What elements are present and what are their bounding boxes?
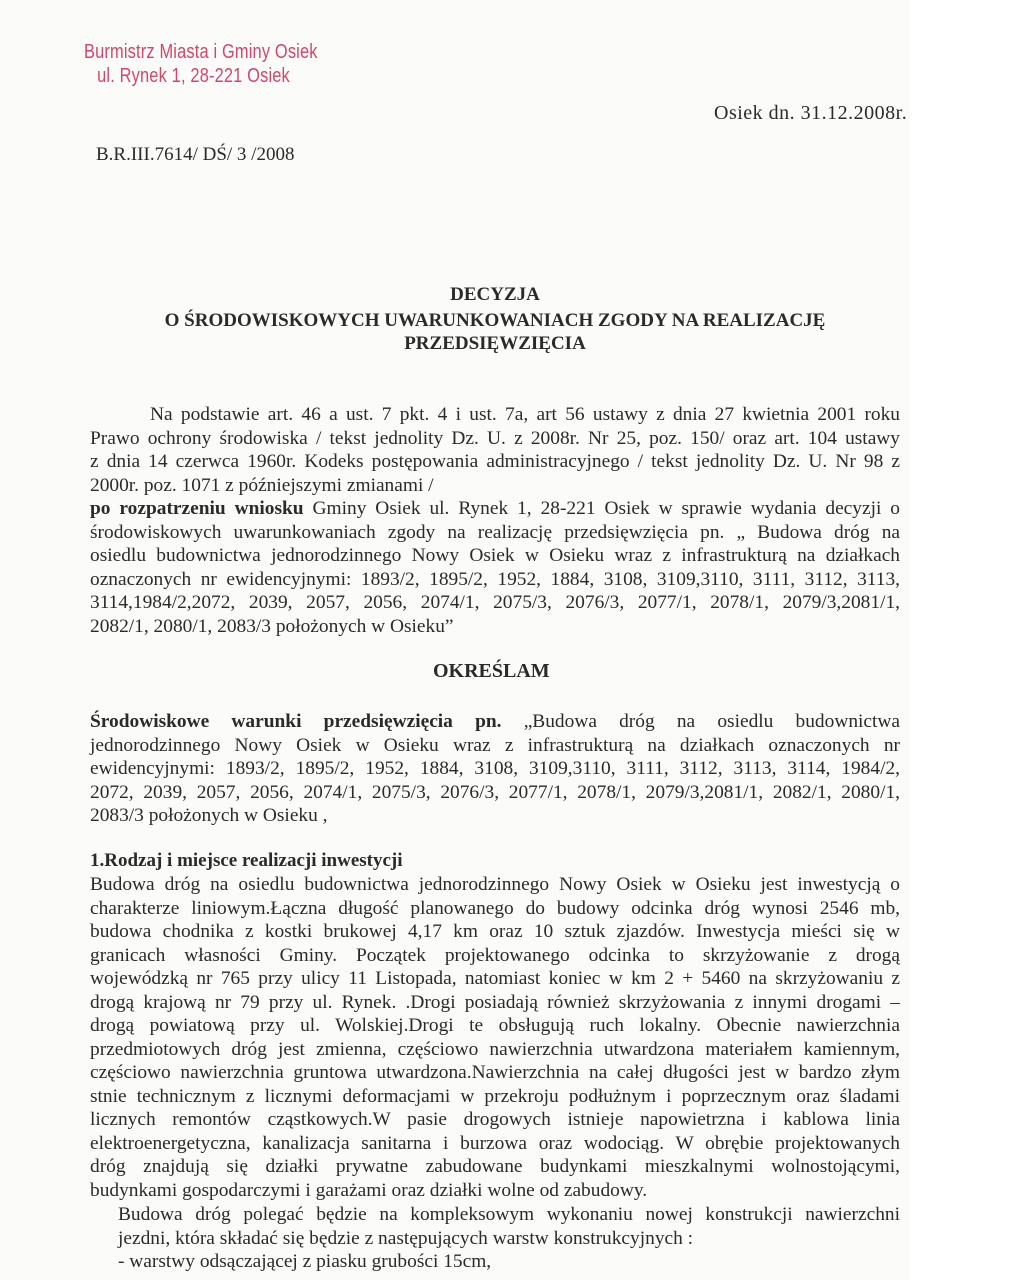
section-1-paragraph [90,873,900,1202]
determination-heading: OKREŚLAM [433,660,550,682]
request-line: 3114,1984/2,2072, 2039, 2057, 2056, 2074/1, 2075/3, 2076/3, 2077/1, 2078/1, 2079/3,2081/1, [90,592,900,613]
basis-line: z dnia 14 czerwca 1960r. Kodeks postępowania administracyjnego / tekst jednolity Dz. U. Nr 98 z [90,451,900,472]
scan-margin [910,0,1024,1280]
conditions-paragraph [90,710,900,828]
section-1-line: granicach własności Gminy. Początek projektowanego odcinka to skrzyżowanie z drogą [90,944,900,966]
construction-list-item: - warstwy odsączającej z piasku grubości 15cm, [118,1251,492,1272]
section-1-line: wojewódzką nr 765 przy ulicy 11 Listopada, natomiast koniec w km 2 + 5460 na skrzyżowaniu z [90,968,900,989]
office-stamp [84,40,318,88]
section-1-line: częściowo nawierzchnia gruntowa utwardzona.Nawierzchnia na całej długości jest w bardzo złym [90,1062,900,1083]
conditions-lead: Środowiskowe warunki przedsięwzięcia pn. [90,711,502,732]
section-1-line: Budowa dróg na osiedlu budownictwa jednorodzinnego Nowy Osiek w Osieku jest inwestycją o [90,874,900,895]
section-1-line: elektroenergetyczna, kanalizacja sanitarna i burzowa oraz wodociąg. W obrębie projektowanych [90,1132,900,1154]
construction-line: jezdni, która składać się będzie z następujących warstw konstrukcyjnych : [118,1227,694,1249]
section-1-line: drogą powiatową przy ul. Wolskiej.Drogi te obsługują ruch lokalny. Obecnie nawierzchnia [90,1015,900,1036]
request-paragraph [90,497,900,638]
title-subject-cont: PRZEDSIĘWZIĘCIA [404,333,586,354]
section-1-line: budowa chodnika z kostki brukowej 4,17 km oraz 10 sztuk zjazdów. Inwestycja mieści się w [90,921,900,942]
legal-basis-paragraph [90,403,900,497]
request-line: osiedlu budownictwa jednorodzinnego Nowy Osiek w Osieku wraz z infrastrukturą na działkach [90,545,900,566]
request-line: oznaczonych nr ewidencyjnymi: 1893/2, 1895/2, 1952, 1884, 3108, 3109,3110, 3111, 3112, 3113, [90,568,900,590]
stamp-line-1: Burmistrz Miasta i Gminy Osiek [84,41,318,63]
basis-line: Na podstawie art. 46 a ust. 7 pkt. 4 i ust. 7a, art 56 ustawy z dnia 27 kwietnia 2001 roku [150,404,900,425]
request-line: 2082/1, 2080/1, 2083/3 położonych w Osieku” [90,615,454,637]
section-1-line: stnie technicznym z licznymi deformacjami w przekroju podłużnym i poprzecznym oraz śladami [90,1085,900,1107]
title-subject: O ŚRODOWISKOWYCH UWARUNKOWANIACH ZGODY NA REALIZACJĘ [164,310,826,331]
conditions-line: 2072, 2039, 2057, 2056, 2074/1, 2075/3, 2076/3, 2077/1, 2078/1, 2079/3,2081/1, 2082/1, 2080/1, [90,781,900,803]
request-lead: po rozpatrzeniu wniosku [90,498,304,519]
request-first-line: Gminy Osiek ul. Rynek 1, 28-221 Osiek w sprawie wydania decyzji o [303,498,900,519]
reference-number: B.R.III.7614/ DŚ/ 3 /2008 [96,144,295,165]
conditions-line: 2083/3 położonych w Osieku , [90,805,328,826]
request-line: środowiskowych uwarunkowaniach zgody na realizację przedsięwzięcia pn. „ Budowa dróg na [90,521,900,543]
section-1-line: przedmiotowych dróg jest zmienna, częściowo nawierzchnia utwardzona materiałem kamiennym, [90,1038,900,1060]
stamp-line-2: ul. Rynek 1, 28-221 Osiek [97,65,290,87]
document-date: Osiek dn. 31.12.2008r. [714,102,908,124]
basis-line: 2000r. poz. 1071 z późniejszymi zmianami / [90,474,434,496]
conditions-line: jednorodzinnego Nowy Osiek w Osieku wraz z infrastrukturą na działkach oznaczonych nr [90,734,900,756]
section-1-line: budynkami gospodarczymi i garażami oraz działki wolne od zabudowy. [90,1179,648,1201]
basis-line: Prawo ochrony środowiska / tekst jednolity Dz. U. z 2008r. Nr 25, poz. 150/ oraz art. 104 ustawy [90,427,900,449]
section-1-line: charakterze liniowym.Łączna długość planowanego do budowy odcinka dróg wynosi 2546 mb, [90,897,900,919]
conditions-line: ewidencyjnymi: 1893/2, 1895/2, 1952, 1884, 3108, 3109,3110, 3111, 3112, 3113, 3114, 1984/2, [90,758,900,779]
section-1-line: dróg znajdują się działki prywatne zabudowane budynkami mieszkalnymi wolnostojącymi, [90,1156,900,1177]
section-1-heading: 1.Rodzaj i miejsce realizacji inwestycji [90,850,403,871]
title-decision: DECYZJA [450,284,540,305]
section-1-line: drogą krajową nr 79 przy ul. Rynek. .Drogi posiadają również skrzyżowania z innymi drogami – [90,991,900,1013]
conditions-first-line: „Budowa dróg na osiedlu budownictwa [501,711,901,732]
construction-line: Budowa dróg polegać będzie na kompleksowym wykonaniu nowej konstrukcji nawierzchni [118,1204,900,1225]
section-1-paragraph-2 [90,1203,900,1274]
section-1-line: licznych remontów cząstkowych.W pasie drogowych istnieje napowietrzna i kablowa linia [90,1109,900,1130]
